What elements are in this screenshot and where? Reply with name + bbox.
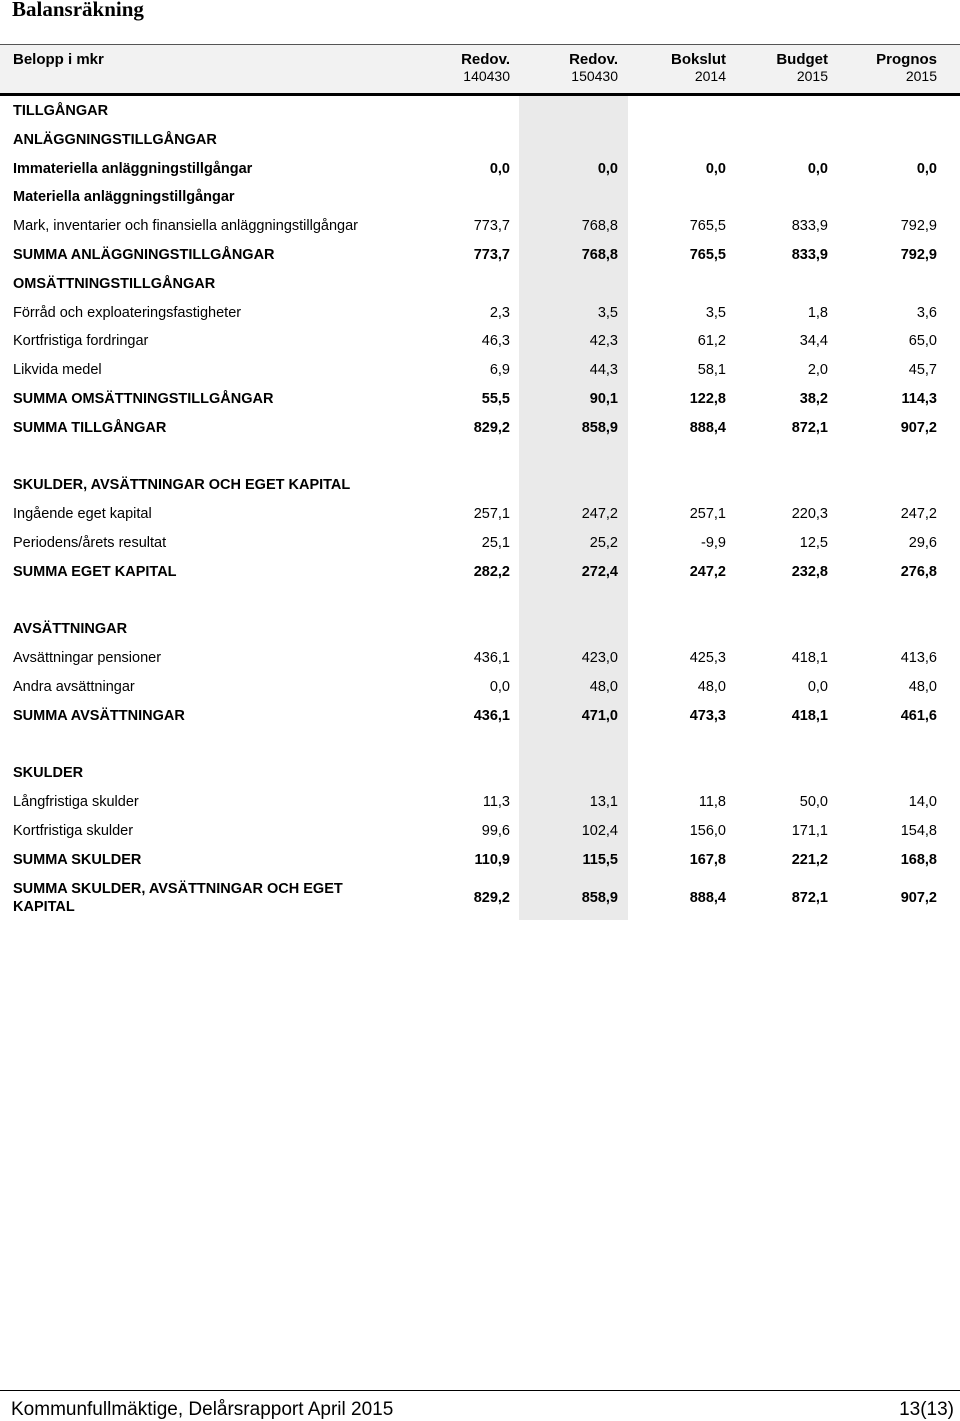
row-value: 61,2: [697, 333, 726, 350]
header-c1-bottom: 140430: [463, 68, 510, 84]
row-value: 29,6: [908, 534, 937, 551]
row-value: 2,3: [489, 304, 510, 321]
row-value: 154,8: [900, 822, 937, 839]
row-value: 25,2: [589, 534, 618, 551]
table-spacer: [0, 586, 960, 615]
row-value: 14,0: [908, 794, 937, 811]
row-value: 773,7: [473, 218, 510, 235]
table-row: [0, 211, 960, 240]
row-value: 907,2: [900, 889, 937, 906]
row-value: 44,3: [589, 362, 618, 379]
row-value: 773,7: [473, 246, 510, 263]
row-value: 168,8: [900, 851, 937, 868]
row-value: 11,8: [698, 794, 726, 811]
row-value: 65,0: [908, 333, 937, 350]
table-spacer: [0, 442, 960, 471]
table-row: [0, 413, 960, 442]
row-value: 48,0: [697, 678, 726, 695]
row-value: 42,3: [589, 333, 618, 350]
row-value: 220,3: [791, 506, 828, 523]
table-row: [0, 672, 960, 701]
row-label: SUMMA ANLÄGGNINGSTILLGÅNGAR: [13, 246, 275, 263]
header-bokslut-2014: [671, 51, 726, 85]
row-value: 833,9: [791, 246, 828, 263]
row-value: 171,1: [791, 822, 828, 839]
row-value: 3,5: [597, 304, 618, 321]
header-c5-top: Prognos: [876, 51, 937, 68]
page-title: Balansräkning: [12, 0, 144, 21]
balance-sheet-table: [0, 44, 960, 922]
row-label: Kortfristiga fordringar: [13, 333, 149, 350]
row-value: 272,4: [581, 563, 618, 580]
page-footer: [0, 1390, 960, 1420]
table-row: [0, 269, 960, 298]
row-value: 3,5: [705, 304, 726, 321]
row-value: 423,0: [581, 650, 618, 667]
row-value: 0,0: [916, 160, 937, 177]
row-value: 13,1: [589, 794, 618, 811]
row-value: 888,4: [689, 419, 726, 436]
row-value: 247,2: [581, 506, 618, 523]
row-label: SKULDER, AVSÄTTNINGAR OCH EGET KAPITAL: [13, 477, 351, 494]
table-row: [0, 326, 960, 355]
row-value: 473,3: [689, 707, 726, 724]
row-value: 0,0: [489, 678, 510, 695]
row-value: 46,3: [481, 333, 510, 350]
header-c2-bottom: 150430: [571, 68, 618, 84]
row-value: 418,1: [791, 650, 828, 667]
row-value: 110,9: [474, 851, 510, 868]
row-value: 115,5: [582, 851, 618, 868]
table-row: [0, 701, 960, 730]
row-value: 11,3: [482, 794, 510, 811]
row-value: 471,0: [581, 707, 618, 724]
row-value: 99,6: [481, 822, 510, 839]
table-row: [0, 240, 960, 269]
row-label: Ingående eget kapital: [13, 506, 152, 523]
table-row: [0, 758, 960, 787]
row-value: 257,1: [473, 506, 510, 523]
row-value: 768,8: [581, 246, 618, 263]
row-value: 12,5: [799, 534, 828, 551]
row-value: 0,0: [807, 678, 828, 695]
row-value: 829,2: [473, 889, 510, 906]
table-row: [0, 787, 960, 816]
row-value: 247,2: [900, 506, 937, 523]
table-row: [0, 182, 960, 211]
row-value: 833,9: [791, 218, 828, 235]
table-spacer: [0, 730, 960, 759]
row-value: 858,9: [581, 419, 618, 436]
row-value: 282,2: [473, 563, 510, 580]
row-value: 425,3: [689, 650, 726, 667]
row-value: 768,8: [581, 218, 618, 235]
row-label: Andra avsättningar: [13, 678, 135, 695]
header-c5-bottom: 2015: [905, 68, 937, 84]
header-c2-top: Redov.: [569, 51, 618, 68]
header-c1-top: Redov.: [461, 51, 510, 68]
row-value: 156,0: [689, 822, 726, 839]
row-label: Långfristiga skulder: [13, 794, 139, 811]
row-value: 436,1: [473, 707, 510, 724]
row-value: 114,3: [901, 390, 937, 407]
row-value: 0,0: [807, 160, 828, 177]
row-label: OMSÄTTNINGSTILLGÅNGAR: [13, 275, 216, 292]
row-value: 90,1: [589, 390, 618, 407]
row-value: 2,0: [807, 362, 828, 379]
row-value: 461,6: [900, 707, 937, 724]
row-value: 888,4: [689, 889, 726, 906]
row-label: AVSÄTTNINGAR: [13, 621, 128, 638]
row-value: 48,0: [589, 678, 618, 695]
row-value: 765,5: [689, 218, 726, 235]
row-value: 122,8: [689, 390, 726, 407]
header-redov-140430: [461, 51, 510, 85]
row-label: SUMMA EGET KAPITAL: [13, 563, 177, 580]
row-value: 0,0: [489, 160, 510, 177]
row-label: SUMMA SKULDER: [13, 851, 142, 868]
row-label: TILLGÅNGAR: [13, 103, 109, 119]
table-row: [0, 96, 960, 125]
row-value: 792,9: [900, 246, 937, 263]
table-row: [0, 384, 960, 413]
row-label: Kortfristiga skulder: [13, 822, 134, 839]
row-value: 792,9: [900, 218, 937, 235]
header-prognos-2015: [876, 51, 937, 85]
row-value: 50,0: [799, 794, 828, 811]
row-label: Periodens/årets resultat: [13, 534, 167, 551]
table-row: [0, 470, 960, 499]
row-label: SUMMA SKULDER, AVSÄTTNINGAR OCH EGET KAPITAL: [13, 880, 343, 915]
row-value: 232,8: [791, 563, 828, 580]
row-value: 55,5: [481, 390, 510, 407]
header-c4-top: Budget: [776, 51, 828, 68]
table-header: [0, 44, 960, 96]
table-row: [0, 154, 960, 183]
row-label: Avsättningar pensioner: [13, 650, 162, 667]
row-value: 872,1: [791, 889, 828, 906]
row-value: 48,0: [908, 678, 937, 695]
header-c3-top: Bokslut: [670, 51, 726, 68]
row-value: 418,1: [791, 707, 828, 724]
table-row: [0, 528, 960, 557]
row-label: Immateriella anläggningstillgångar: [13, 160, 253, 177]
table-row: [0, 125, 960, 154]
row-value: 858,9: [581, 889, 618, 906]
row-value: 3,6: [916, 304, 937, 321]
row-label: Likvida medel: [13, 362, 102, 379]
row-value: 247,2: [689, 563, 726, 580]
row-value: 765,5: [689, 246, 726, 263]
row-value: 872,1: [791, 419, 828, 436]
row-label: ANLÄGGNINGSTILLGÅNGAR: [13, 131, 217, 148]
table-row: [0, 874, 960, 922]
row-value: 221,2: [791, 851, 828, 868]
table-row: [0, 816, 960, 845]
table-body: [0, 96, 960, 922]
row-label: Mark, inventarier och finansiella anläggningstillgångar: [13, 218, 358, 235]
header-label: Belopp i mkr: [13, 51, 104, 68]
row-value: 0,0: [597, 160, 618, 177]
footer-page-number: 13(13): [899, 1399, 954, 1420]
row-value: -9,9: [701, 534, 726, 551]
header-c3-bottom: 2014: [694, 68, 726, 84]
row-value: 45,7: [908, 362, 937, 379]
header-c4-bottom: 2015: [796, 68, 828, 84]
table-row: [0, 614, 960, 643]
row-value: 276,8: [900, 563, 937, 580]
row-value: 102,4: [581, 822, 618, 839]
footer-document-title: Kommunfullmäktige, Delårsrapport April 2015: [11, 1399, 394, 1420]
row-value: 6,9: [489, 362, 510, 379]
table-row: [0, 845, 960, 874]
header-budget-2015: [776, 51, 828, 85]
row-label: SKULDER: [13, 765, 84, 782]
table-row: [0, 643, 960, 672]
row-value: 0,0: [705, 160, 726, 177]
row-value: 413,6: [900, 650, 937, 667]
table-row: [0, 355, 960, 384]
table-row: [0, 499, 960, 528]
row-value: 58,1: [697, 362, 726, 379]
row-value: 38,2: [799, 390, 828, 407]
row-label: Materiella anläggningstillgångar: [13, 189, 235, 206]
header-redov-150430: [569, 51, 618, 85]
row-label: SUMMA AVSÄTTNINGAR: [13, 707, 185, 724]
row-value: 829,2: [473, 419, 510, 436]
table-row: [0, 557, 960, 586]
table-row: [0, 298, 960, 327]
row-value: 25,1: [481, 534, 510, 551]
row-value: 436,1: [473, 650, 510, 667]
row-value: 907,2: [900, 419, 937, 436]
row-label: SUMMA TILLGÅNGAR: [13, 419, 167, 436]
row-label: Förråd och exploateringsfastigheter: [13, 304, 242, 321]
row-value: 34,4: [799, 333, 828, 350]
row-value: 167,8: [689, 851, 726, 868]
row-label: SUMMA OMSÄTTNINGSTILLGÅNGAR: [13, 390, 274, 407]
row-value: 257,1: [689, 506, 726, 523]
row-value: 1,8: [807, 304, 828, 321]
